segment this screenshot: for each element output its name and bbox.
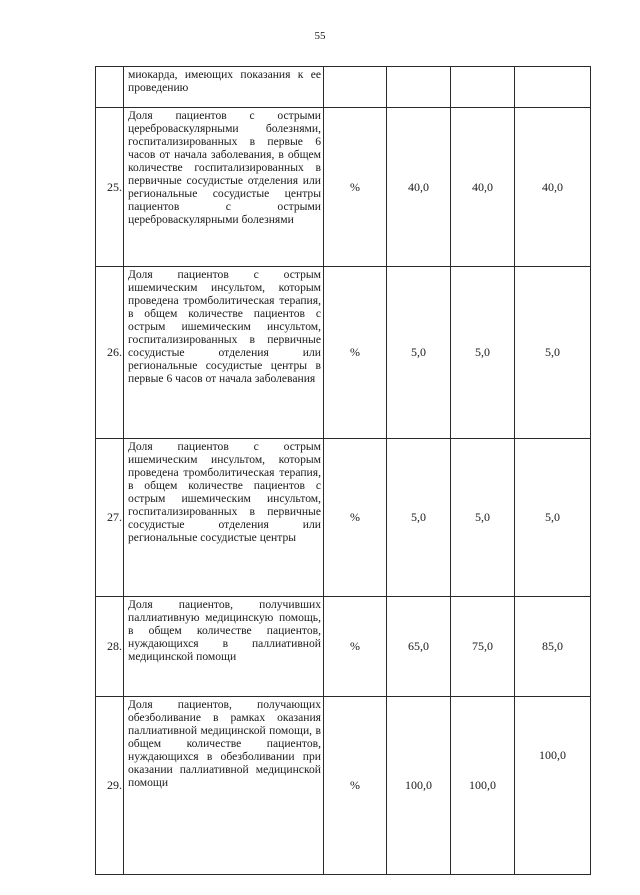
table-row [96, 439, 591, 597]
row-description [124, 108, 324, 267]
table-row [96, 108, 591, 267]
row-number: 26. [96, 267, 124, 439]
row-value-3: 5,0 [515, 267, 591, 439]
row-unit: % [324, 439, 387, 597]
row-value-1 [387, 67, 451, 108]
table-row [96, 67, 591, 108]
row-value-2: 100,0 [451, 697, 515, 875]
row-description-text: Доля пациентов с острым ишемическим инсультом, которым проведена тромболитическая терапия, в общем количестве пациентов с острым ишемическим инсультом, госпитализированных в первичные сосудистые отделения или региональные сосудистые центры [128, 440, 321, 544]
row-value-1: 5,0 [387, 439, 451, 597]
row-value-2: 75,0 [451, 597, 515, 697]
row-value-3: 85,0 [515, 597, 591, 697]
table-row [96, 267, 591, 439]
row-number: 28. [96, 597, 124, 697]
row-description [124, 67, 324, 108]
table-row [96, 597, 591, 697]
row-unit: % [324, 697, 387, 875]
indicators-table [95, 66, 591, 875]
row-description [124, 597, 324, 697]
row-description-text: Доля пациентов, получивших паллиативную медицинскую помощь, в общем количестве пациентов, нуждающихся в паллиативной медицинской помощи [128, 598, 321, 663]
table-row [96, 697, 591, 875]
row-number [96, 67, 124, 108]
row-number: 29. [96, 697, 124, 875]
row-value-2: 5,0 [451, 439, 515, 597]
row-value-1: 100,0 [387, 697, 451, 875]
row-description-text: Доля пациентов с острыми цереброваскулярными болезнями, госпитализированных в первые 6 часов от начала заболевания, в общем количестве госпитализированных в первичные сосудистые отделения или региональные сосудистые центры пациентов с острыми цереброваскулярными болезнями [128, 109, 321, 226]
row-unit: % [324, 267, 387, 439]
row-number: 25. [96, 108, 124, 267]
row-value-3: 40,0 [515, 108, 591, 267]
row-number: 27. [96, 439, 124, 597]
row-description-text: Доля пациентов, получающих обезболивание в рамках оказания паллиативной медицинской помощи, в общем количестве пациентов, нуждающихся в обезболивании при оказании паллиативной медицинской помощи [128, 698, 321, 789]
row-value-1: 5,0 [387, 267, 451, 439]
row-value-3: 100,0 [515, 697, 591, 875]
row-value-2: 5,0 [451, 267, 515, 439]
row-value-2 [451, 67, 515, 108]
row-value-3: 5,0 [515, 439, 591, 597]
row-description [124, 439, 324, 597]
row-value-1: 40,0 [387, 108, 451, 267]
row-value-2: 40,0 [451, 108, 515, 267]
row-value-3 [515, 67, 591, 108]
row-description [124, 697, 324, 875]
row-unit: % [324, 597, 387, 697]
row-unit [324, 67, 387, 108]
page-number: 55 [314, 30, 326, 42]
row-description [124, 267, 324, 439]
row-value-1: 65,0 [387, 597, 451, 697]
row-unit: % [324, 108, 387, 267]
row-description-text: миокарда, имеющих показания к ее проведению [128, 68, 321, 94]
row-description-text: Доля пациентов с острым ишемическим инсультом, которым проведена тромболитическая терапия, в общем количестве пациентов с острым ишемическим инсультом, госпитализированных в первичные сосудистые отделения или региональные сосудистые центры в первые 6 часов от начала заболевания [128, 268, 321, 385]
